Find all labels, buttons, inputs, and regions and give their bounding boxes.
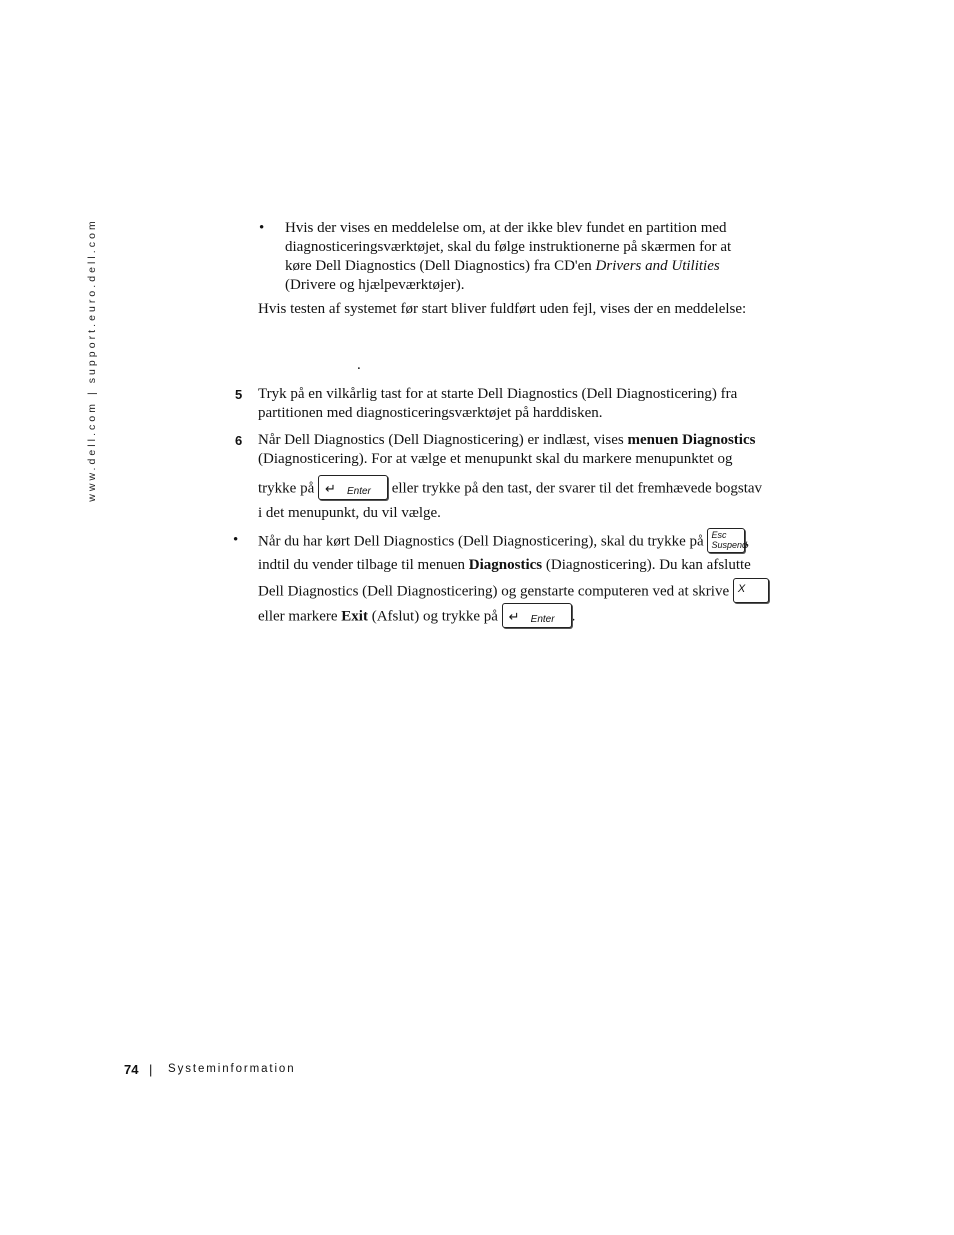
enter-key-label: Enter [346, 486, 371, 497]
footer-section-title: Systeminformation [168, 1063, 296, 1075]
x-key-label: X [737, 583, 746, 595]
suspend-key-label: Suspend [711, 540, 747, 550]
enter-arrow-icon: ↵ [508, 609, 520, 624]
step5-number: 5 [235, 387, 243, 402]
esc-key-label: Esc [711, 530, 727, 540]
step5-line1: Tryk på en vilkårlig tast for at starte Dell Diagnostics (Dell Diagnosticering) fra [258, 386, 738, 402]
bullet2-line1 [258, 531, 749, 553]
exit-bold: Exit [341, 608, 368, 625]
page-number: 74 [124, 1062, 139, 1077]
footer-separator: | [149, 1062, 153, 1077]
diagnostics-bold: Diagnostics [468, 557, 543, 573]
step6-line1-text: Når Dell Diagnostics (Dell Diagnosticering) er indlæst, vises [258, 432, 628, 448]
step6-line3 [258, 478, 762, 500]
bullet2-line1-text: Når du har kørt Dell Diagnostics (Dell Diagnosticering), skal du trykke på [258, 533, 704, 550]
step6-number: 6 [235, 433, 243, 448]
bullet2-line2-text-b: (Diagnosticering). Du kan afslutte [542, 557, 751, 573]
enter-arrow-icon: ↵ [324, 481, 336, 496]
bullet-marker: • [259, 220, 265, 236]
cd-title-italic: Drivers and Utilities [595, 258, 720, 274]
bullet1-line2: diagnosticeringsværktøjet, skal du følge instruktionerne på skærmen for at [285, 239, 732, 255]
bullet2-line4-text-b: (Afslut) og trykke på [367, 608, 498, 625]
bullet2-line3-text: Dell Diagnostics (Dell Diagnosticering) og genstarte computeren ved at skrive [258, 583, 730, 600]
bullet2-period: . [571, 608, 576, 625]
bullet1-line4: (Drivere og hjælpeværktøjer). [285, 277, 465, 293]
bullet1-line1: Hvis der vises en meddelelse om, at der ikke blev fundet en partition med [285, 220, 727, 236]
step6-line3-text-b: eller trykke på den tast, der svarer til det fremhævede bogstav [391, 480, 763, 497]
step6-line2: (Diagnosticering). For at vælge et menupunkt skal du markere menupunktet og [258, 451, 733, 467]
bullet2-comma: , [745, 533, 750, 550]
bullet2-line4 [258, 606, 575, 628]
bullet2-line2 [258, 556, 751, 575]
side-url-label: www.dell.com | support.euro.dell.com [86, 218, 98, 502]
period-mark: . [357, 357, 361, 373]
bullet2-line2-text-a: indtil du vender tilbage til menuen [258, 557, 469, 573]
bullet2-line4-text-a: eller markere [258, 608, 342, 625]
bullet2-line3 [258, 581, 769, 603]
test-paragraph: Hvis testen af systemet før start bliver fuldført uden fejl, vises der en meddelelse: [258, 301, 747, 317]
enter-key-icon [318, 475, 388, 500]
step6-line4: i det menupunkt, du vil vælge. [258, 505, 441, 521]
x-key-icon [733, 578, 769, 603]
enter-key-icon [502, 603, 572, 628]
step6-line1 [258, 431, 755, 450]
step5-line2: partitionen med diagnosticeringsværktøjet på harddisken. [258, 405, 603, 421]
bullet1-line3 [285, 257, 720, 276]
esc-suspend-key-icon [707, 528, 745, 553]
bullet-marker: • [233, 532, 239, 548]
enter-key-label: Enter [530, 614, 555, 625]
menu-diagnostics-bold: menuen Diagnostics [627, 432, 756, 448]
bullet1-line3-text: køre Dell Diagnostics (Dell Diagnostics) fra CD'en [285, 258, 596, 274]
step6-line3-text-a: trykke på [258, 480, 315, 497]
side-url-text [82, 218, 102, 502]
